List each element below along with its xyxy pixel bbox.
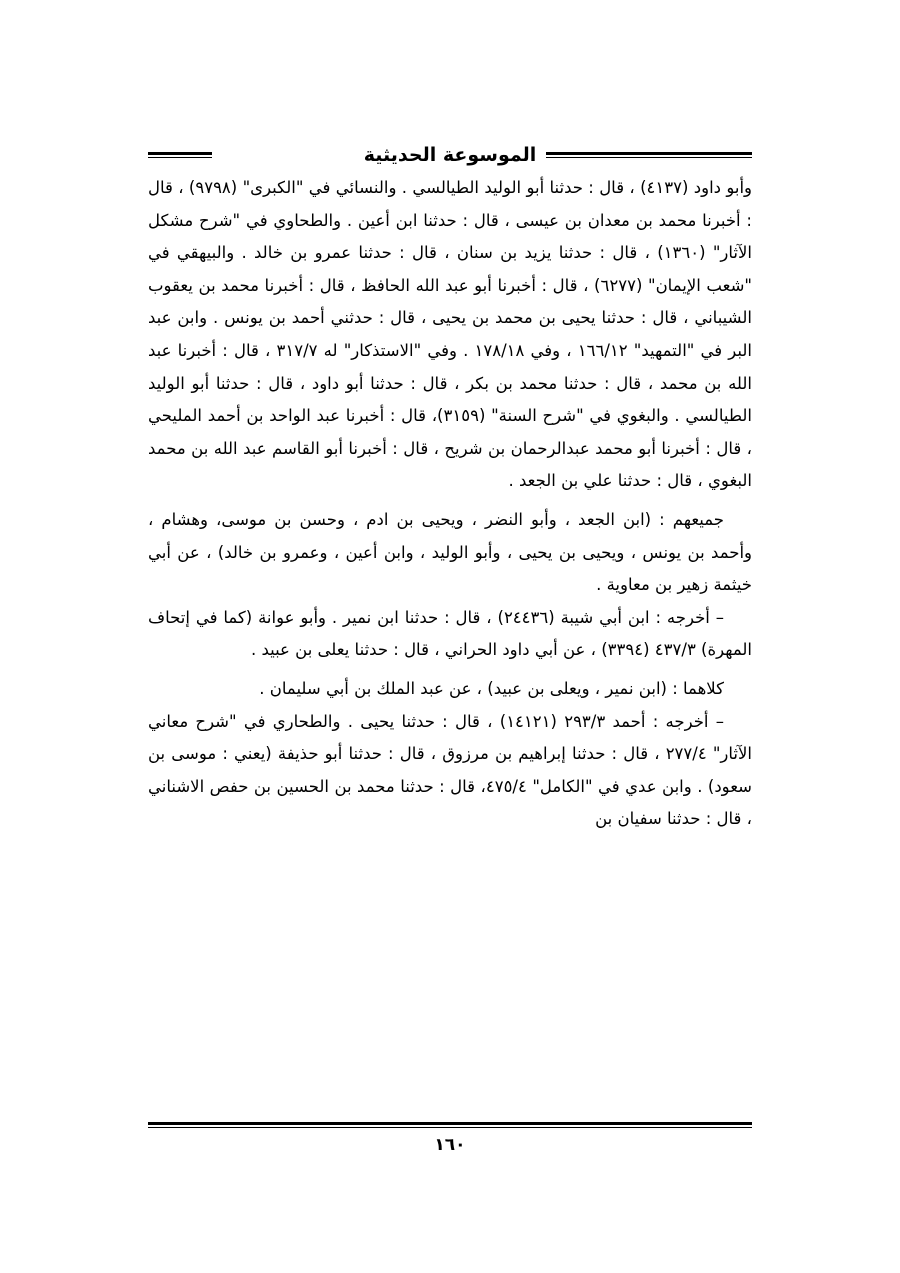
footer-rule: [148, 1122, 752, 1128]
page-number: ١٦٠: [434, 1135, 466, 1155]
paragraph-1: وأبو داود (٤١٣٧) ، قال : حدثنا أبو الوليد الطيالسي . والنسائي في "الكبرى" (٩٧٩٨) ، قال : أخبرنا محمد بن معدان بن عيسى ، قال : حدثنا ابن أعين . والطحاوي في "شرح مشكل الآثار" (١٣٦٠) ، قال : حدثنا يزيد بن سنان ، قال : حدثنا عمرو بن خالد . والبيهقي في "شعب الإيمان" (٦٢٧٧) ، قال : أخبرنا أبو عبد الله الحافظ ، قال : أخبرنا محمد بن يعقوب الشيباني ، قال : حدثنا يحيى بن محمد بن يحيى ، قال : حدثني أحمد بن يونس . وابن عبد البر في "التمهيد" ١٦٦/١٢ ، وفي ١٧٨/١٨ . وفي "الاستذكار" له ٣١٧/٧ ، قال : أخبرنا عبد الله بن محمد ، قال : حدثنا محمد بن بكر ، قال : حدثنا أبو داود ، قال : حدثنا أبو الوليد الطيالسي . والبغوي في "شرح السنة" (٣١٥٩)، قال : أخبرنا عبد الواحد بن أحمد المليحي ، قال : أخبرنا أبو محمد عبدالرحمان بن شريح ، قال : أخبرنا أبو القاسم عبد الله بن محمد البغوي ، قال : حدثنا علي بن الجعد .: [148, 178, 753, 491]
paragraph-4: كلاهما : (ابن نمير ، ويعلى بن عبيد) ، عن عبد الملك بن أبي سليمان .: [259, 678, 724, 698]
body-text: [148, 172, 752, 836]
header-title-text: الموسوعة الحديثية: [354, 144, 547, 166]
paragraph-2: جميعهم : (ابن الجعد ، وأبو النضر ، ويحيى بن ادم ، وحسن بن موسى، وهشام ، وأحمد بن يونس ، ويحيى بن يحيى ، وأبو الوليد ، وابن أعين ، وعمرو بن خالد) ، عن أبي خيثمة زهير بن معاوية .: [148, 509, 752, 595]
running-header: [148, 140, 752, 170]
paragraph-3: – أخرجه : ابن أبي شيبة (٢٤٤٣٦) ، قال : حدثنا ابن نمير . وأبو عوانة (كما في إتحاف المهرة) ٤٣٧/٣ (٣٣٩٤) ، عن أبي داود الحراني ، قال : حدثنا يعلى بن عبيد .: [148, 607, 752, 660]
header-title: [148, 140, 752, 170]
paragraph-5: – أخرجه : أحمد ٢٩٣/٣ (١٤١٢١) ، قال : حدثنا يحيى . والطحاري في "شرح معاني الآثار" ٢٧٧/٤ ، قال : حدثنا إبراهيم بن مرزوق ، قال : حدثنا أبو حذيفة (يعني : موسى بن سعود) . وابن عدي في "الكامل" ٤٧٥/٤، قال : حدثنا محمد بن الحسين بن حفص الاشناني ، قال : حدثنا سفيان بن: [148, 711, 752, 829]
